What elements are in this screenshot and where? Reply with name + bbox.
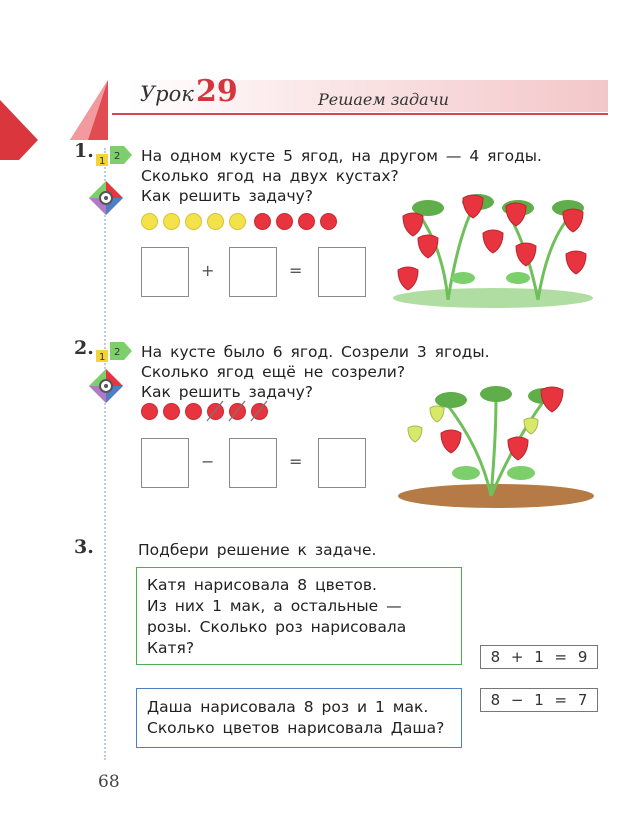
method-diamond-icon <box>88 368 124 404</box>
task3-instruction: Подбери решение к задаче. <box>138 541 377 559</box>
problem-a-line-2: Из них 1 мак, а остальные — <box>147 597 402 615</box>
task2-line-1: На кусте было 6 ягод. Созрели 3 ягоды. <box>141 343 490 361</box>
task2-answer-box-3[interactable] <box>318 438 366 488</box>
task1-line-1: На одном кусте 5 ягод, на другом — 4 ягоды. <box>141 147 542 165</box>
lesson-title: Решаем задачи <box>318 90 449 109</box>
task1-answer-box-3[interactable] <box>318 247 366 297</box>
problem-a-box <box>136 567 462 665</box>
task1-line-2: Сколько ягод на двух кустах? <box>141 167 399 185</box>
problem-a-line-1: Катя нарисовала 8 цветов. <box>147 576 377 594</box>
cross-out-strokes <box>203 398 275 424</box>
badge-level-1-text: 1 <box>99 352 106 363</box>
task2-line-3: Как решить задачу? <box>141 383 314 401</box>
task1-answer-box-2[interactable] <box>229 247 277 297</box>
red-dot <box>254 213 271 230</box>
task2-answer-box-2[interactable] <box>229 438 277 488</box>
task1-line-3: Как решить задачу? <box>141 187 314 205</box>
solution-b-box[interactable]: 8 − 1 = 7 <box>480 688 598 712</box>
badge-level-2-text: 2 <box>114 151 121 162</box>
yellow-dot <box>229 213 246 230</box>
method-diamond-icon <box>88 180 124 216</box>
corner-decoration <box>0 40 120 160</box>
task1-equals-sign: = <box>289 261 303 280</box>
difficulty-badge-icon <box>94 340 134 364</box>
red-dot <box>185 403 202 420</box>
red-dot <box>276 213 293 230</box>
red-dot <box>298 213 315 230</box>
margin-dotted-line <box>104 148 106 760</box>
badge-level-1-text: 1 <box>99 156 106 167</box>
task2-line-2: Сколько ягод ещё не созрели? <box>141 363 406 381</box>
left-red-tab <box>0 100 38 160</box>
red-dot <box>320 213 337 230</box>
task1-number: 1. <box>74 140 94 162</box>
task1-answer-box-1[interactable] <box>141 247 189 297</box>
problem-b-line-1: Даша нарисовала 8 роз и 1 мак. <box>147 698 429 716</box>
task2-equals-sign: = <box>289 452 303 471</box>
yellow-dot <box>141 213 158 230</box>
task2-number: 2. <box>74 337 94 359</box>
difficulty-badge-icon <box>94 144 134 168</box>
red-dot <box>163 403 180 420</box>
solution-a-box[interactable]: 8 + 1 = 9 <box>480 645 598 669</box>
yellow-dot <box>185 213 202 230</box>
task2-answer-box-1[interactable] <box>141 438 189 488</box>
task2-minus-sign: − <box>201 452 215 471</box>
task1-plus-sign: + <box>201 261 215 280</box>
strawberry-bush-illustration <box>396 378 596 513</box>
page-number: 68 <box>98 772 120 792</box>
header-underline <box>112 113 608 115</box>
yellow-dot <box>163 213 180 230</box>
problem-a-line-3: розы. Сколько роз нарисовала <box>147 618 407 636</box>
problem-b-line-2: Сколько цветов нарисовала Даша? <box>147 719 445 737</box>
strawberry-bushes-illustration <box>388 188 598 310</box>
yellow-dot <box>207 213 224 230</box>
red-dot <box>141 403 158 420</box>
problem-b-box <box>136 688 462 748</box>
task3-number: 3. <box>74 536 94 558</box>
badge-level-2-text: 2 <box>114 347 121 358</box>
problem-a-line-4: Катя? <box>147 639 195 657</box>
lesson-label: Урок <box>140 82 194 106</box>
lesson-number: 29 <box>196 74 238 109</box>
